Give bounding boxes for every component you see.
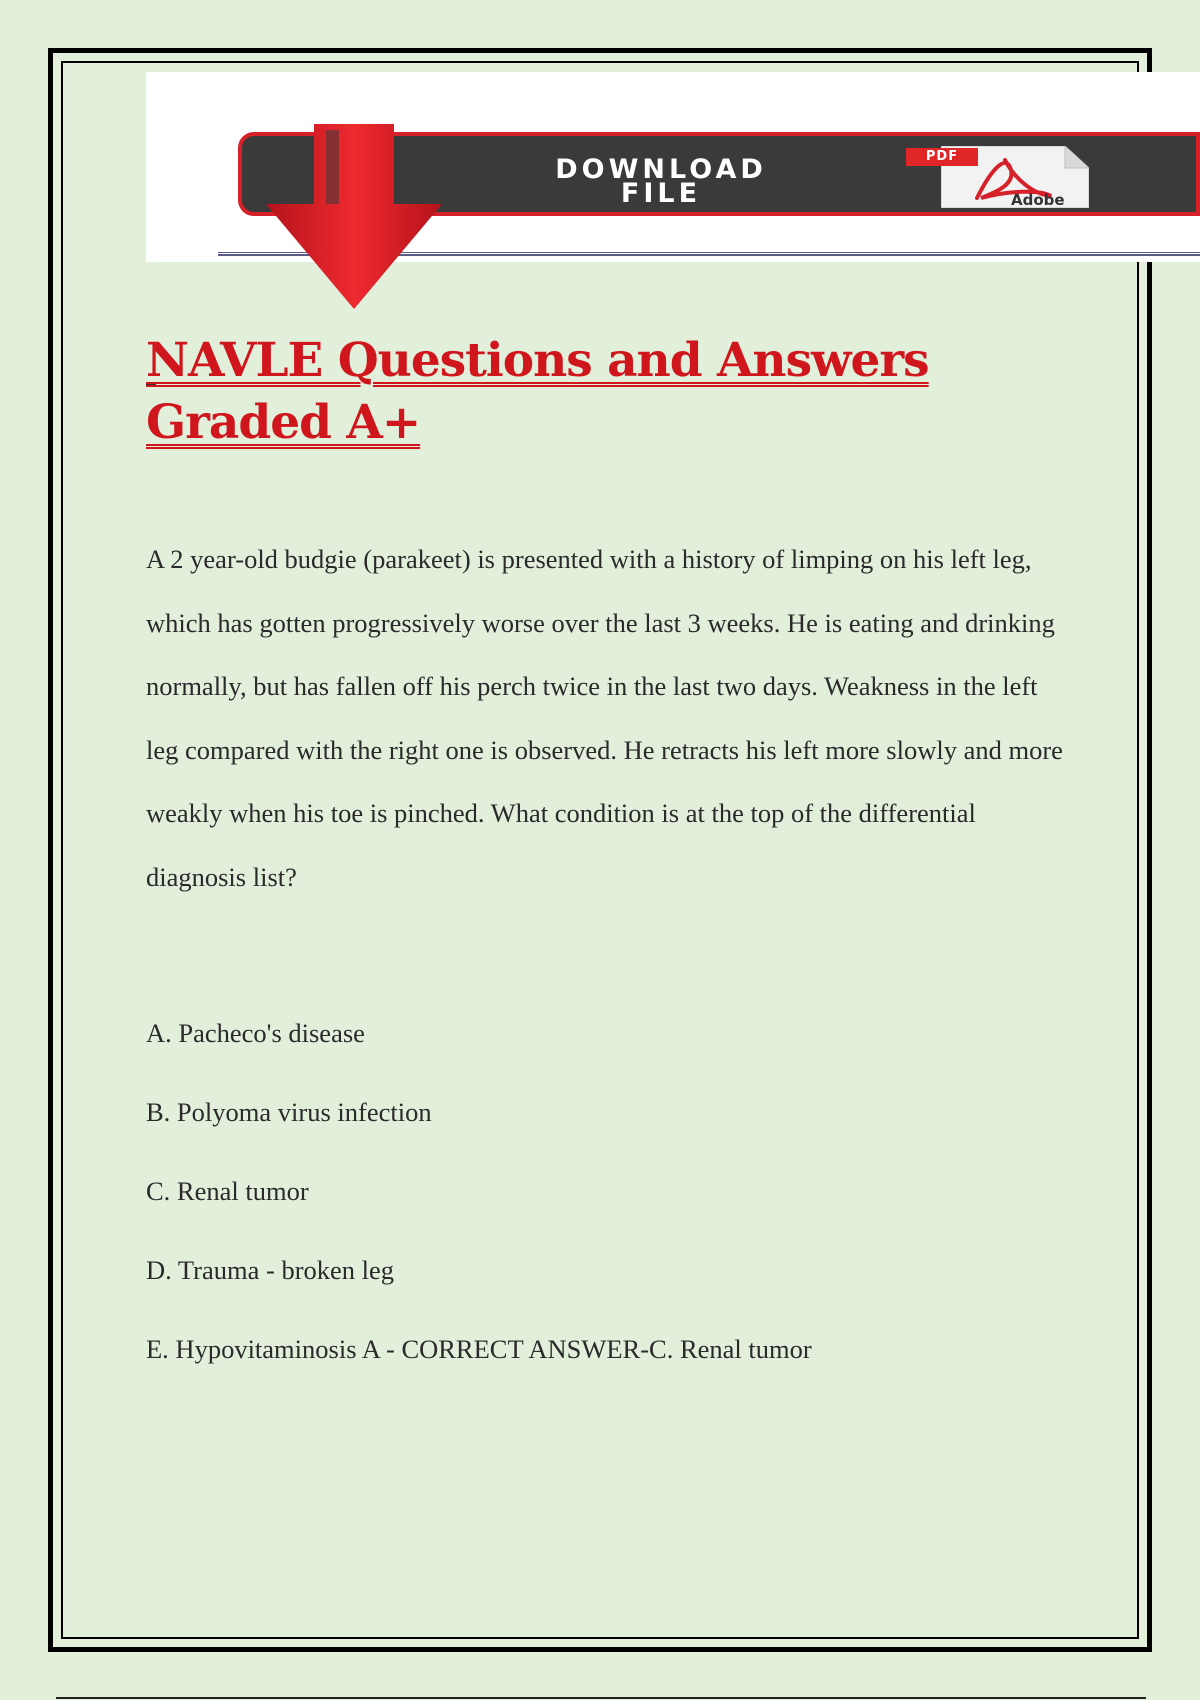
- download-arrow-icon: [264, 124, 444, 314]
- option-e: E. Hypovitaminosis A - CORRECT ANSWER-C. Renal tumor: [146, 1334, 812, 1364]
- option-c: C. Renal tumor: [146, 1176, 309, 1206]
- download-label-text: DOWNLOAD FILE: [555, 154, 767, 209]
- pdf-tag: PDF: [906, 148, 978, 166]
- answer-options: [146, 1015, 1076, 1410]
- download-banner[interactable]: [146, 72, 1200, 262]
- option-b: B. Polyoma virus infection: [146, 1097, 432, 1127]
- adobe-label: Adobe: [1011, 191, 1065, 208]
- bottom-rule: [56, 1697, 1146, 1699]
- option-a: A. Pacheco's disease: [146, 1018, 365, 1048]
- download-file-label[interactable]: [446, 154, 876, 209]
- question-text: A 2 year-old budgie (parakeet) is presented with a history of limping on his left leg, which has gotten progressively worse over the last 3 weeks. He is eating and drinking normally, but has fallen off his perch twice in the last two days. Weakness in the left leg compared with the right one is observed. He retracts his left more slowly and more weakly when his toe is pinched. What condition is at the top of the differential diagnosis list?: [146, 544, 1063, 892]
- page-title-text: NAVLE Questions and Answers Graded A+: [146, 333, 929, 450]
- page-title: [146, 330, 1066, 454]
- option-d: D. Trauma - broken leg: [146, 1255, 395, 1285]
